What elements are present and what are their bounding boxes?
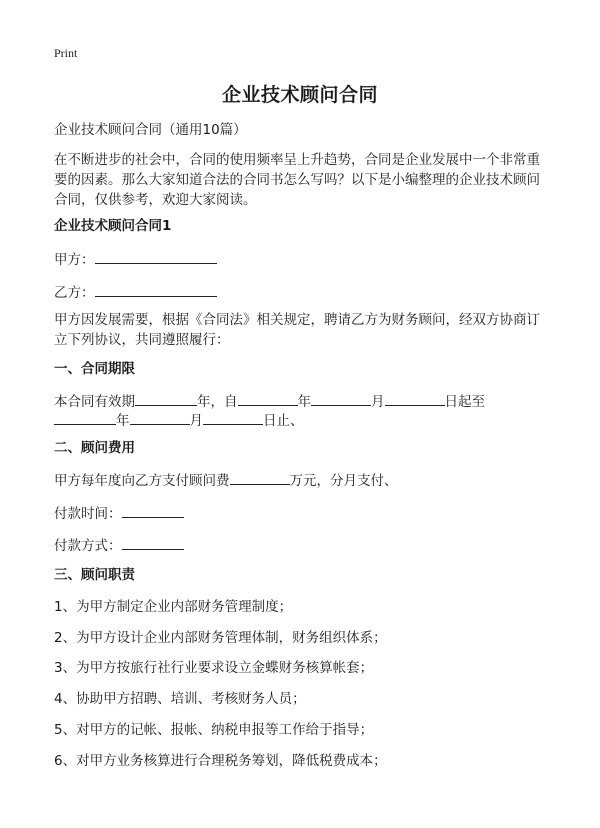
print-label[interactable]: Print (54, 46, 78, 60)
preamble-paragraph: 甲方因发展需要，根据《合同法》相关规定，聘请乙方为财务顾问，经双方协商订立下列协议，共同遵照履行： (54, 312, 540, 348)
pay-time-line (54, 503, 548, 524)
duty-item-3: 3、为甲方按旅行社行业要求设立金蝶财务核算帐套； (54, 660, 374, 676)
term-line-1 (54, 391, 548, 412)
pay-time-blank[interactable] (122, 503, 184, 518)
start-year-blank[interactable] (238, 391, 298, 406)
pay-method-label: 付款方式： (54, 538, 122, 554)
duty-item-2: 2、为甲方设计企业内部财务管理体制，财务组织体系； (54, 630, 387, 646)
section3-heading: 三、顾问职责 (54, 567, 135, 583)
term-text: 月 (189, 413, 203, 429)
term-text: 日止、 (263, 413, 304, 429)
start-day-blank[interactable] (385, 391, 445, 406)
section1-heading: 一、合同期限 (54, 361, 135, 377)
fee-amount-blank[interactable] (230, 470, 290, 485)
duty-item-6: 6、对甲方业务核算进行合理税务筹划，降低税费成本； (54, 753, 387, 769)
pay-method-line (54, 535, 548, 556)
party-b-line (54, 282, 548, 303)
pay-time-label: 付款时间： (54, 506, 122, 522)
term-text: 年 (116, 413, 130, 429)
fee-line (54, 470, 548, 491)
party-a-label: 甲方： (54, 252, 95, 268)
contract-heading: 企业技术顾问合同1 (54, 218, 172, 234)
pay-method-blank[interactable] (122, 535, 184, 550)
term-text: 年，自 (197, 394, 238, 410)
term-line-2 (54, 410, 548, 431)
fee-text: 万元，分月支付、 (289, 473, 398, 489)
end-year-blank[interactable] (54, 410, 116, 425)
term-text: 月 (371, 394, 385, 410)
party-b-blank[interactable] (95, 282, 217, 297)
start-month-blank[interactable] (311, 391, 371, 406)
end-day-blank[interactable] (203, 410, 263, 425)
document-title: 企业技术顾问合同 (221, 84, 378, 106)
fee-text: 甲方每年度向乙方支付顾问费 (54, 473, 230, 489)
party-b-label: 乙方： (54, 285, 95, 301)
subtitle: 企业技术顾问合同（通用10篇） (54, 122, 247, 138)
term-text: 本合同有效期 (54, 394, 135, 410)
term-years-blank[interactable] (135, 391, 197, 406)
section2-heading: 二、顾问费用 (54, 440, 135, 456)
intro-paragraph: 在不断进步的社会中，合同的使用频率呈上升趋势，合同是企业发展中一个非常重要的因素。那么大家知道合法的合同书怎么写吗？以下是小编整理的企业技术顾问合同，仅供参考，欢迎大家阅读。 (54, 152, 540, 208)
party-a-line (54, 249, 548, 270)
term-text: 年 (297, 394, 311, 410)
term-text: 日起至 (444, 394, 485, 410)
duty-item-4: 4、协助甲方招聘、培训、考核财务人员； (54, 691, 306, 707)
party-a-blank[interactable] (95, 249, 217, 264)
end-month-blank[interactable] (130, 410, 190, 425)
duty-item-5: 5、对甲方的记帐、报帐、纳税申报等工作给于指导； (54, 722, 374, 738)
duty-item-1: 1、为甲方制定企业内部财务管理制度； (54, 599, 293, 615)
